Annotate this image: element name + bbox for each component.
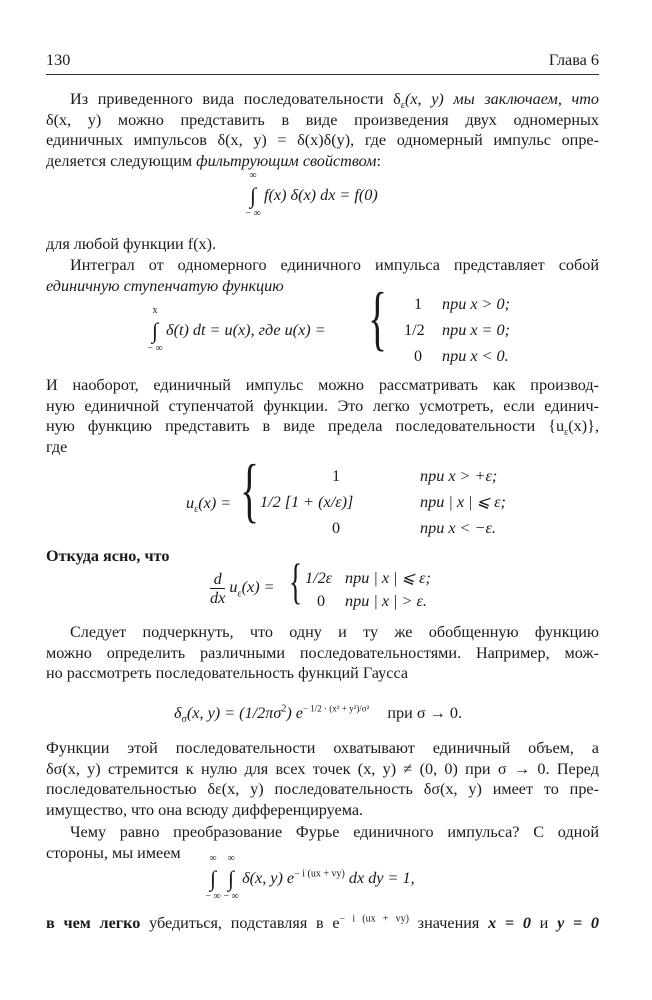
lhs: (x) = (241, 578, 275, 597)
integral-sign: ∞ ∫ − ∞ (246, 185, 260, 207)
case-condition: при | x | ⩽ ε; (420, 493, 506, 511)
lower-limit: − ∞ (223, 891, 239, 903)
brace: { (289, 553, 303, 609)
brace: { (240, 450, 260, 530)
case-value (332, 466, 340, 487)
lhs: ) e (286, 704, 303, 722)
subscript: ε (564, 427, 569, 439)
upper-limit: x (152, 305, 158, 317)
brace: { (368, 278, 388, 358)
fraction (210, 570, 225, 607)
case-value (305, 568, 332, 589)
case-value: 0 (317, 592, 326, 610)
exponent: − 1/2 · (x² + y²)/σ² (302, 703, 370, 714)
lhs: u (229, 578, 238, 597)
math-value: y = 0 (557, 914, 600, 932)
case-value: 0 (414, 347, 423, 365)
text-line: имущество, что она всюду дифференцируема. (46, 800, 364, 819)
text-line: ную функцию представить в виде предела последовательности {u (46, 417, 565, 436)
case-cond (420, 518, 496, 539)
text-line: где (46, 437, 68, 456)
case-cond (345, 568, 431, 589)
equation-sifting (245, 170, 378, 220)
text-line: (x, y) мы заключаем, что (404, 90, 599, 108)
numerator: d (210, 570, 225, 589)
lhs: (x) = (198, 494, 232, 512)
case-value: 1/2ε (305, 569, 333, 587)
case-cond (442, 294, 510, 315)
case-value (332, 518, 340, 539)
text-line: деляется следующим (46, 151, 197, 170)
case-value (260, 492, 353, 513)
case-cond (345, 591, 427, 612)
text-line: последовательностью δε(x, y) последовательность δσ(x, y) имеет то пре- (46, 780, 599, 799)
case-value: 1/2 (404, 321, 425, 339)
case-condition: при | x | ⩽ ε; (345, 569, 431, 587)
text-line: : (376, 151, 381, 170)
running-header (46, 50, 599, 72)
case-value: 1 (414, 295, 423, 313)
emphasis: фильтрующим свойством (196, 151, 377, 170)
chapter-title: Глава 6 (548, 51, 599, 69)
case-cond (420, 492, 506, 513)
case-value (317, 591, 325, 612)
upper-limit: ∞ (227, 853, 235, 865)
case-value: 0 (332, 519, 341, 537)
text-line: значения (408, 914, 489, 932)
case-cond (442, 346, 509, 367)
equation-body: dx dy = 1, (348, 869, 415, 887)
case-condition: при x > 0; (442, 295, 511, 313)
superscript: 2 (281, 703, 287, 715)
paragraph-8 (46, 822, 599, 863)
text-line: но рассмотреть последовательность функций Гаусса (46, 664, 409, 683)
case-row (414, 346, 422, 367)
text-line: И наоборот, единичный импульс можно рассматривать как производ- (46, 376, 599, 394)
equation-body: f(x) δ(x) dx = f(0) (264, 186, 378, 204)
case-condition: при x > +ε; (420, 467, 498, 485)
text-line: (x)}, (568, 417, 599, 436)
lhs: (x, y) = (1/2πσ (186, 704, 282, 722)
integral-sign: ∞ ∫ − ∞ (224, 868, 238, 890)
paragraph-7 (46, 738, 599, 820)
text-line: δσ(x, y) стремится к нулю для всех точек (x, y) ≠ (0, 0) при σ → 0. Перед (46, 759, 599, 778)
denominator: dx (210, 589, 226, 607)
text-line: единичных импульсов δ(x, y) = δ(x)δ(y), где одномерный импульс опре- (46, 131, 599, 150)
equation-body: δ(x, y) e (242, 869, 295, 887)
bold-text: легко (90, 914, 141, 932)
lhs: u (186, 494, 195, 512)
subscript: ε (237, 588, 242, 600)
text-line: Интеграл от одномерного единичного импульса представляет собой (70, 256, 599, 274)
case-value: 1 (332, 467, 341, 485)
equation-fourier (205, 853, 415, 903)
equation-gauss (174, 703, 462, 724)
text-line: убедиться, подставляя в e (140, 914, 340, 932)
paragraph-9 (46, 913, 599, 934)
text-line: Из приведенного вида последовательности δ (70, 90, 401, 108)
text-line: для любой функции f(x). (46, 235, 217, 253)
equation-step (147, 305, 326, 355)
page-number: 130 (46, 51, 71, 69)
subscript: ε (400, 100, 405, 112)
text-line: ную единичной ступенчатой функции. Это легко усмотреть, если единич- (46, 396, 599, 415)
case-row (404, 320, 425, 341)
paragraph-2 (46, 234, 599, 255)
text-line: δ(x, y) можно представить в виде произведения двух одномерных (46, 110, 599, 129)
paragraph-3 (46, 255, 599, 296)
emphasis: единичную ступенчатую функцию (46, 276, 284, 295)
paragraph-5 (46, 546, 599, 567)
paragraph-6 (46, 622, 599, 684)
lower-limit: − ∞ (205, 891, 221, 903)
upper-limit: ∞ (209, 853, 217, 865)
lhs: δ (174, 704, 182, 722)
text-line: стороны, мы имеем (46, 843, 181, 862)
exponent: − i (ux + vy) (294, 868, 345, 880)
math-value: x = 0 (488, 914, 531, 932)
subscript: σ (181, 714, 187, 726)
paragraph-1 (46, 89, 599, 171)
book-page (46, 0, 599, 1000)
equation-sequence (186, 493, 231, 514)
lower-limit: − ∞ (245, 208, 261, 220)
equation-derivative (210, 570, 275, 607)
equation-body: δ(t) dt = u(x), где u(x) = (166, 321, 326, 339)
text-line: и (530, 914, 558, 932)
exponent: − i (ux + vy) (339, 913, 409, 925)
upper-limit: ∞ (249, 170, 257, 182)
text-line: Чему равно преобразование Фурье единичного импульса? С одной (70, 823, 599, 841)
text-line: Функции этой последовательности охватывают единичный объем, а (46, 739, 599, 757)
case-value: 1/2 [1 + (x/ε)] (260, 493, 354, 511)
paragraph-4 (46, 375, 599, 457)
case-condition: при | x | > ε. (345, 592, 427, 610)
lower-limit: − ∞ (147, 343, 163, 355)
subscript: ε (194, 504, 199, 516)
bold-text: в чем (46, 914, 91, 932)
text-line: Следует подчеркнуть, что одну и ту же обобщенную функцию (70, 623, 599, 641)
case-cond (420, 466, 497, 487)
case-condition: при x < −ε. (420, 519, 496, 537)
header-rule (46, 74, 599, 75)
case-row (414, 294, 422, 315)
text-line: Откуда ясно, что (46, 547, 170, 565)
case-condition: при x < 0. (442, 347, 509, 365)
text-line: можно определить различными последовательностями. Например, мож- (46, 643, 599, 662)
integral-sign: x ∫ − ∞ (148, 320, 162, 342)
integral-sign: ∞ ∫ − ∞ (206, 868, 220, 890)
case-condition: при x = 0; (442, 321, 511, 339)
condition: при σ → 0. (387, 704, 462, 722)
case-cond (442, 320, 510, 341)
